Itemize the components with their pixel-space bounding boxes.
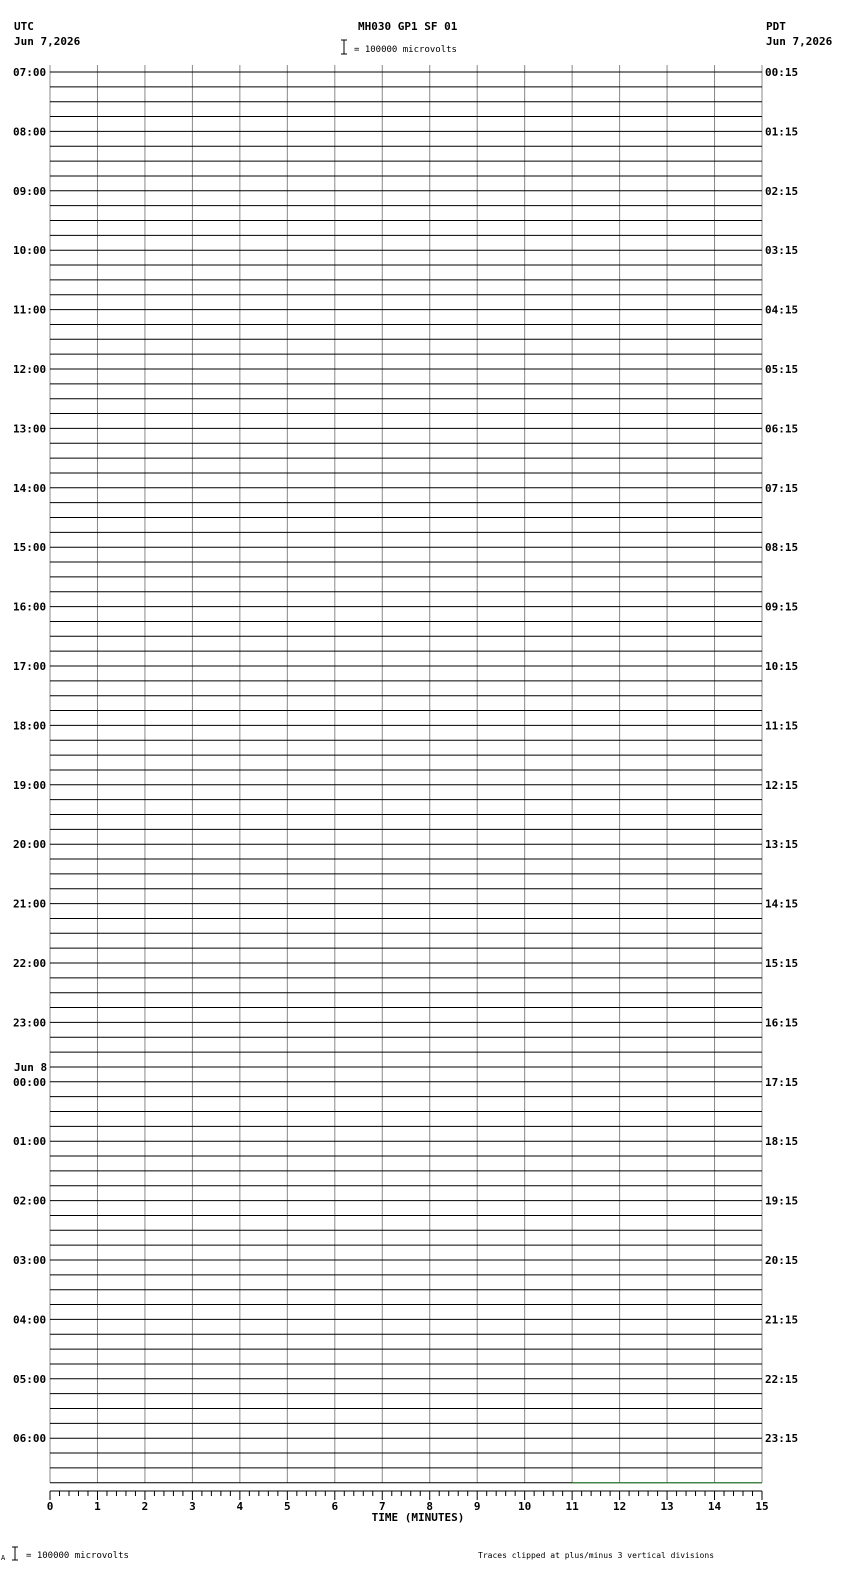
utc-hour-label: 22:00 — [13, 957, 47, 970]
utc-hour-label: 12:00 — [13, 363, 47, 376]
utc-date-label: Jun 7,2026 — [14, 35, 81, 48]
pdt-hour-label: 02:15 — [765, 184, 799, 198]
x-tick-label: 8 — [426, 1500, 434, 1513]
pdt-hour-label: 09:15 — [765, 600, 799, 614]
utc-hour-label: 02:00 — [13, 1194, 47, 1208]
time-grid — [50, 65, 762, 1483]
utc-hour-label: 17:00 — [13, 660, 47, 673]
utc-hour-label: 04:00 — [13, 1313, 47, 1327]
x-tick-label: 7 — [378, 1500, 386, 1513]
x-tick-label: 6 — [331, 1500, 339, 1513]
x-tick-label: 12 — [612, 1500, 627, 1513]
utc-hour-label: 13:00 — [13, 422, 47, 436]
clip-note: Traces clipped at plus/minus 3 vertical divisions — [478, 1551, 715, 1560]
utc-zone-label: UTC — [14, 20, 34, 33]
utc-hour-label: 16:00 — [13, 600, 47, 614]
utc-hour-label: 21:00 — [13, 897, 47, 911]
pdt-hour-label: 12:15 — [765, 778, 799, 792]
x-tick-label: 4 — [236, 1500, 244, 1513]
utc-hour-label: 07:00 — [13, 66, 47, 79]
scale-label: = 100000 microvolts — [354, 45, 457, 55]
x-tick-label: 9 — [473, 1500, 481, 1513]
utc-hour-label: 06:00 — [13, 1432, 47, 1446]
pdt-hour-label: 08:15 — [765, 541, 799, 555]
pdt-hour-label: 10:15 — [765, 660, 799, 673]
x-axis-title: TIME (MINUTES) — [371, 1511, 465, 1524]
scale-bar-icon — [341, 40, 347, 54]
pdt-hour-label: 20:15 — [765, 1254, 799, 1267]
pdt-hour-label: 05:15 — [765, 363, 799, 376]
utc-hour-labels — [13, 66, 47, 1445]
footer-scale-label: = 100000 microvolts — [26, 1551, 129, 1561]
utc-hour-label: 08:00 — [13, 125, 47, 139]
pdt-hour-label: 13:15 — [765, 838, 799, 852]
pdt-hour-label: 17:15 — [765, 1075, 799, 1089]
x-tick-label: 13 — [660, 1500, 674, 1513]
pdt-hour-label: 01:15 — [765, 125, 799, 139]
x-tick-label: 14 — [707, 1500, 722, 1513]
utc-date-change-label: Jun 8 — [14, 1060, 48, 1074]
pdt-hour-label: 19:15 — [765, 1194, 799, 1208]
x-tick-label: 3 — [189, 1500, 196, 1513]
pdt-hour-label: 22:15 — [765, 1372, 799, 1386]
utc-hour-label: 11:00 — [13, 303, 47, 317]
pdt-hour-label: 03:15 — [765, 244, 799, 258]
pdt-hour-label: 21:15 — [765, 1313, 799, 1327]
utc-hour-label: 05:00 — [13, 1372, 47, 1386]
footer-scale-prefix: A — [1, 1554, 6, 1562]
x-tick-label: 0 — [46, 1500, 54, 1513]
pdt-hour-label: 18:15 — [765, 1135, 799, 1149]
utc-hour-label: 18:00 — [13, 719, 47, 733]
pdt-hour-label: 06:15 — [765, 422, 799, 436]
pdt-hour-label: 07:15 — [765, 481, 799, 495]
pdt-date-label: Jun 7,2026 — [766, 35, 833, 48]
utc-hour-label: 15:00 — [13, 541, 47, 555]
pdt-hour-label: 15:15 — [765, 957, 799, 970]
pdt-hour-label: 04:15 — [765, 303, 799, 317]
utc-hour-label: 19:00 — [13, 778, 47, 792]
x-tick-label: 15 — [755, 1500, 769, 1513]
x-axis — [47, 1491, 769, 1513]
utc-hour-label: 23:00 — [13, 1016, 47, 1030]
utc-hour-label: 10:00 — [13, 244, 47, 258]
utc-hour-label: 00:00 — [13, 1075, 47, 1089]
utc-hour-label: 20:00 — [13, 838, 47, 852]
pdt-hour-label: 14:15 — [765, 897, 799, 911]
x-tick-label: 10 — [518, 1500, 532, 1513]
x-tick-label: 2 — [141, 1500, 149, 1513]
x-tick-label: 1 — [94, 1500, 101, 1513]
x-tick-label: 11 — [565, 1500, 579, 1513]
pdt-hour-labels — [765, 66, 798, 1445]
x-tick-label: 5 — [284, 1500, 291, 1513]
utc-hour-label: 01:00 — [13, 1135, 47, 1149]
footer-scale-bar-icon — [12, 1547, 18, 1560]
pdt-hour-label: 16:15 — [765, 1016, 799, 1030]
pdt-zone-label: PDT — [766, 20, 786, 33]
pdt-hour-label: 11:15 — [765, 719, 799, 733]
pdt-hour-label: 23:15 — [765, 1432, 799, 1446]
pdt-hour-label: 00:15 — [765, 66, 799, 79]
utc-hour-label: 09:00 — [13, 184, 47, 198]
utc-hour-label: 03:00 — [13, 1254, 47, 1267]
trace-layer — [50, 72, 762, 1483]
chart-title: MH030 GP1 SF 01 — [358, 20, 458, 33]
utc-hour-label: 14:00 — [13, 481, 47, 495]
